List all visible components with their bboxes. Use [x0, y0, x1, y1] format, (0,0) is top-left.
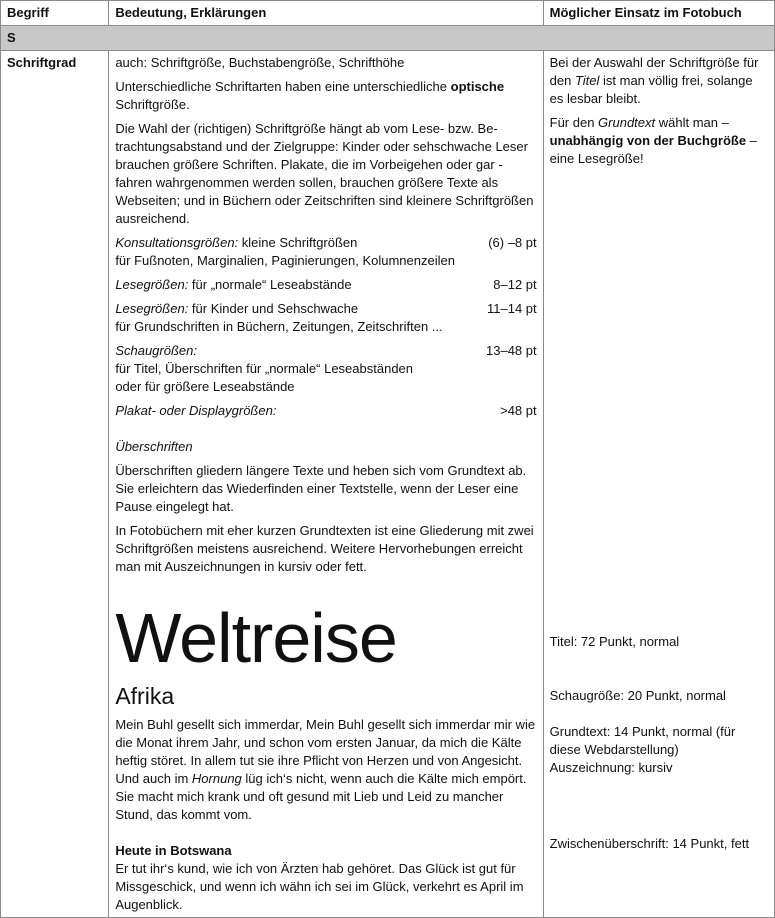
- size-text: kleine Schriftgrößen: [238, 235, 358, 250]
- size-extra: für Titel, Überschriften für „normale“ Leseabständen: [115, 361, 414, 376]
- size-extra: oder für größere Leseabstände: [115, 379, 295, 394]
- size-list: [115, 234, 536, 420]
- size-desc: [115, 402, 276, 420]
- size-label: Konsultationsgrößen:: [115, 235, 239, 250]
- note-subhead: Zwischenüberschrift: 14 Punkt, fett: [549, 836, 750, 851]
- text: Schriftgröße.: [115, 97, 190, 112]
- usage-cell: [543, 51, 774, 918]
- text: Mein Buhl gesellt sich immerdar, Mein Buhl gesellt sich immerdar mir wie die Monat ihrem Jahr, und schon vom ersten Januar, da mich die Kälte heftig störet. In allem tut sie ihre Pflicht von Herzen und von Angesicht. Und auch im: [115, 717, 536, 786]
- bold-text: optische: [450, 79, 505, 94]
- note-emphasis: Auszeichnung: kursiv: [549, 760, 673, 775]
- size-row: [115, 342, 536, 360]
- italic-text: Hornung: [191, 771, 242, 786]
- italic-text: Titel: [574, 73, 600, 88]
- term: Schriftgrad: [1, 51, 109, 918]
- note-body: Grundtext: 14 Punkt, normal (für diese Webdarstellung): [549, 724, 736, 757]
- italic-text: Grundtext: [598, 115, 656, 130]
- header-meaning: Bedeutung, Erklärungen: [109, 1, 543, 26]
- size-entry: [115, 300, 536, 336]
- size-extra: für Fußnoten, Marginalien, Paginierungen, Kolumnenzeilen: [115, 253, 455, 268]
- header-row: [1, 1, 775, 26]
- text: Unterschiedliche Schriftarten haben eine unterschiedliche: [115, 79, 451, 94]
- size-extra: für Grundschriften in Büchern, Zeitungen, Zeitschriften ...: [115, 319, 443, 334]
- synonyms: auch: Schriftgröße, Buchstabengröße, Schrifthöhe: [115, 55, 405, 70]
- note-title: Titel: 72 Punkt, normal: [549, 634, 680, 649]
- size-desc: [115, 234, 357, 252]
- size-value: 8–12 pt: [493, 277, 537, 292]
- size-row: [115, 402, 536, 420]
- sample-body-2: Er tut ihr‘s kund, wie ich von Ärzten hab gehöret. Das Glück ist gut für Missgeschick, und wenn ich wähn ich sei im Glück, verkehrt es April im Augenblick.: [115, 861, 524, 912]
- header-usage: Möglicher Einsatz im Fotobuch: [543, 1, 774, 26]
- size-desc: [115, 342, 197, 360]
- section-row: [1, 26, 775, 51]
- photobook-text: In Fotobüchern mit eher kurzen Grundtexten ist eine Gliederung mit zwei Schriftgrößen meistens ausreichend. Weitere Hervorhebungen erreicht man mit Auszeichnungen in kursiv oder fett.: [115, 523, 534, 574]
- text: – eine Lesegröße!: [549, 133, 757, 166]
- text: lüg ich‘s nicht, wenn auch die Kälte mich empört. Sie macht mich krank und oft gesund mit Lieb und Leid zu mancher Stund, das kommt vom.: [115, 771, 527, 822]
- size-label: Plakat- oder Displaygrößen:: [115, 403, 277, 418]
- header-term: Begriff: [1, 1, 109, 26]
- size-value: (6) –8 pt: [488, 235, 537, 250]
- sample-body: [115, 716, 536, 824]
- size-row: [115, 234, 536, 252]
- size-label: Lesegrößen:: [115, 277, 189, 292]
- size-entry: [115, 342, 536, 396]
- size-desc: [115, 300, 358, 318]
- size-entry: [115, 234, 536, 270]
- headings-label: Überschriften: [115, 439, 193, 454]
- size-label: Lesegrößen:: [115, 301, 189, 316]
- sample-subhead: Heute in Botswana: [115, 843, 232, 858]
- size-text: für Kinder und Sehschwache: [188, 301, 359, 316]
- size-desc: [115, 276, 351, 294]
- text: Bei der Auswahl der Schriftgröße für den: [549, 55, 759, 88]
- size-value: 11–14 pt: [486, 301, 537, 316]
- sample-title: Weltreise: [115, 599, 397, 677]
- size-entry: [115, 276, 536, 294]
- usage-title: [550, 54, 768, 108]
- size-entry: [115, 402, 536, 420]
- headings-text: Überschriften gliedern längere Texte und heben sich vom Grundtext ab. Sie erleichtern das Wiederfinden einer Textstelle, wenn der Leser eine Pause eingelegt hat.: [115, 463, 527, 514]
- size-text: für „normale“ Leseabstände: [188, 277, 352, 292]
- size-row: [115, 300, 536, 318]
- meaning-cell: [109, 51, 543, 918]
- section-letter: S: [1, 26, 775, 51]
- text: Für den: [549, 115, 599, 130]
- usage-body: [550, 114, 768, 168]
- size-row: [115, 276, 536, 294]
- optical-size-text: [115, 78, 536, 114]
- choice-text: Die Wahl der (richtigen) Schriftgröße hängt ab vom Lese- bzw. Betrachtungsabstand und der Zielgruppe: Kinder oder sehschwache Leser brauchen größere Schriften. Plakate, die im Vorbeigehen oder gar -fahren wahrgenommen werden sollen, brauchen größere Texte als Webseiten; und in Büchern oder Zeitschriften sind kleinere Schriftgrößen ausreichend.: [115, 121, 534, 226]
- sample-subtitle: Afrika: [115, 683, 175, 709]
- bold-text: unabhängig von der Buchgröße: [549, 133, 747, 148]
- text: wählt man –: [655, 115, 729, 130]
- size-label: Schaugrößen:: [115, 343, 197, 358]
- size-value: >48 pt: [500, 403, 537, 418]
- entry-row: [1, 51, 775, 918]
- note-subtitle: Schaugröße: 20 Punkt, normal: [549, 688, 726, 703]
- size-value: 13–48 pt: [486, 343, 537, 358]
- text: ist man völlig frei, solange es lesbar bleibt.: [549, 73, 753, 106]
